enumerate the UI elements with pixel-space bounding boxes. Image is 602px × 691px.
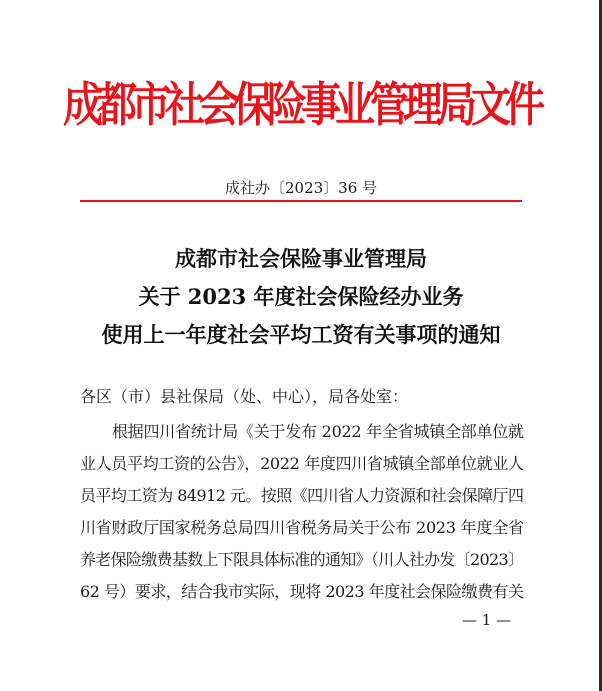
body-line-2: 业人员平均工资的公告》，2022 年度四川省城镇全部单位就业人 bbox=[80, 454, 524, 473]
notice-title-line-1: 成都市社会保险事业管理局 bbox=[175, 246, 427, 271]
agency-header-title: 成都市社会保险事业管理局文件 bbox=[63, 77, 539, 133]
red-divider-line bbox=[80, 200, 522, 202]
salutation: 各区（市）县社保局（处、中心），局各处室： bbox=[80, 387, 409, 406]
body-line-6: 62 号）要求，结合我市实际，现将 2023 年度社会保险缴费有关 bbox=[80, 582, 524, 601]
body-line-3: 员平均工资为 84912 元。按照《四川省人力资源和社会保障厅四 bbox=[80, 486, 524, 505]
document-number: 成社办〔2023〕36 号 bbox=[224, 179, 378, 197]
page-number: — 1 — bbox=[462, 611, 512, 629]
body-line-4: 川省财政厅国家税务总局四川省税务局关于公布 2023 年度全省 bbox=[80, 518, 524, 537]
body-line-1: 根据四川省统计局《关于发布 2022 年全省城镇全部单位就 bbox=[112, 422, 524, 441]
body-line-5: 养老保险缴费基数上下限具体标准的通知》（川人社办发〔2023〕 bbox=[80, 550, 524, 569]
notice-title-line-3: 使用上一年度社会平均工资有关事项的通知 bbox=[101, 322, 501, 347]
notice-title-line-2: 关于 2023 年度社会保险经办业务 bbox=[138, 284, 464, 309]
